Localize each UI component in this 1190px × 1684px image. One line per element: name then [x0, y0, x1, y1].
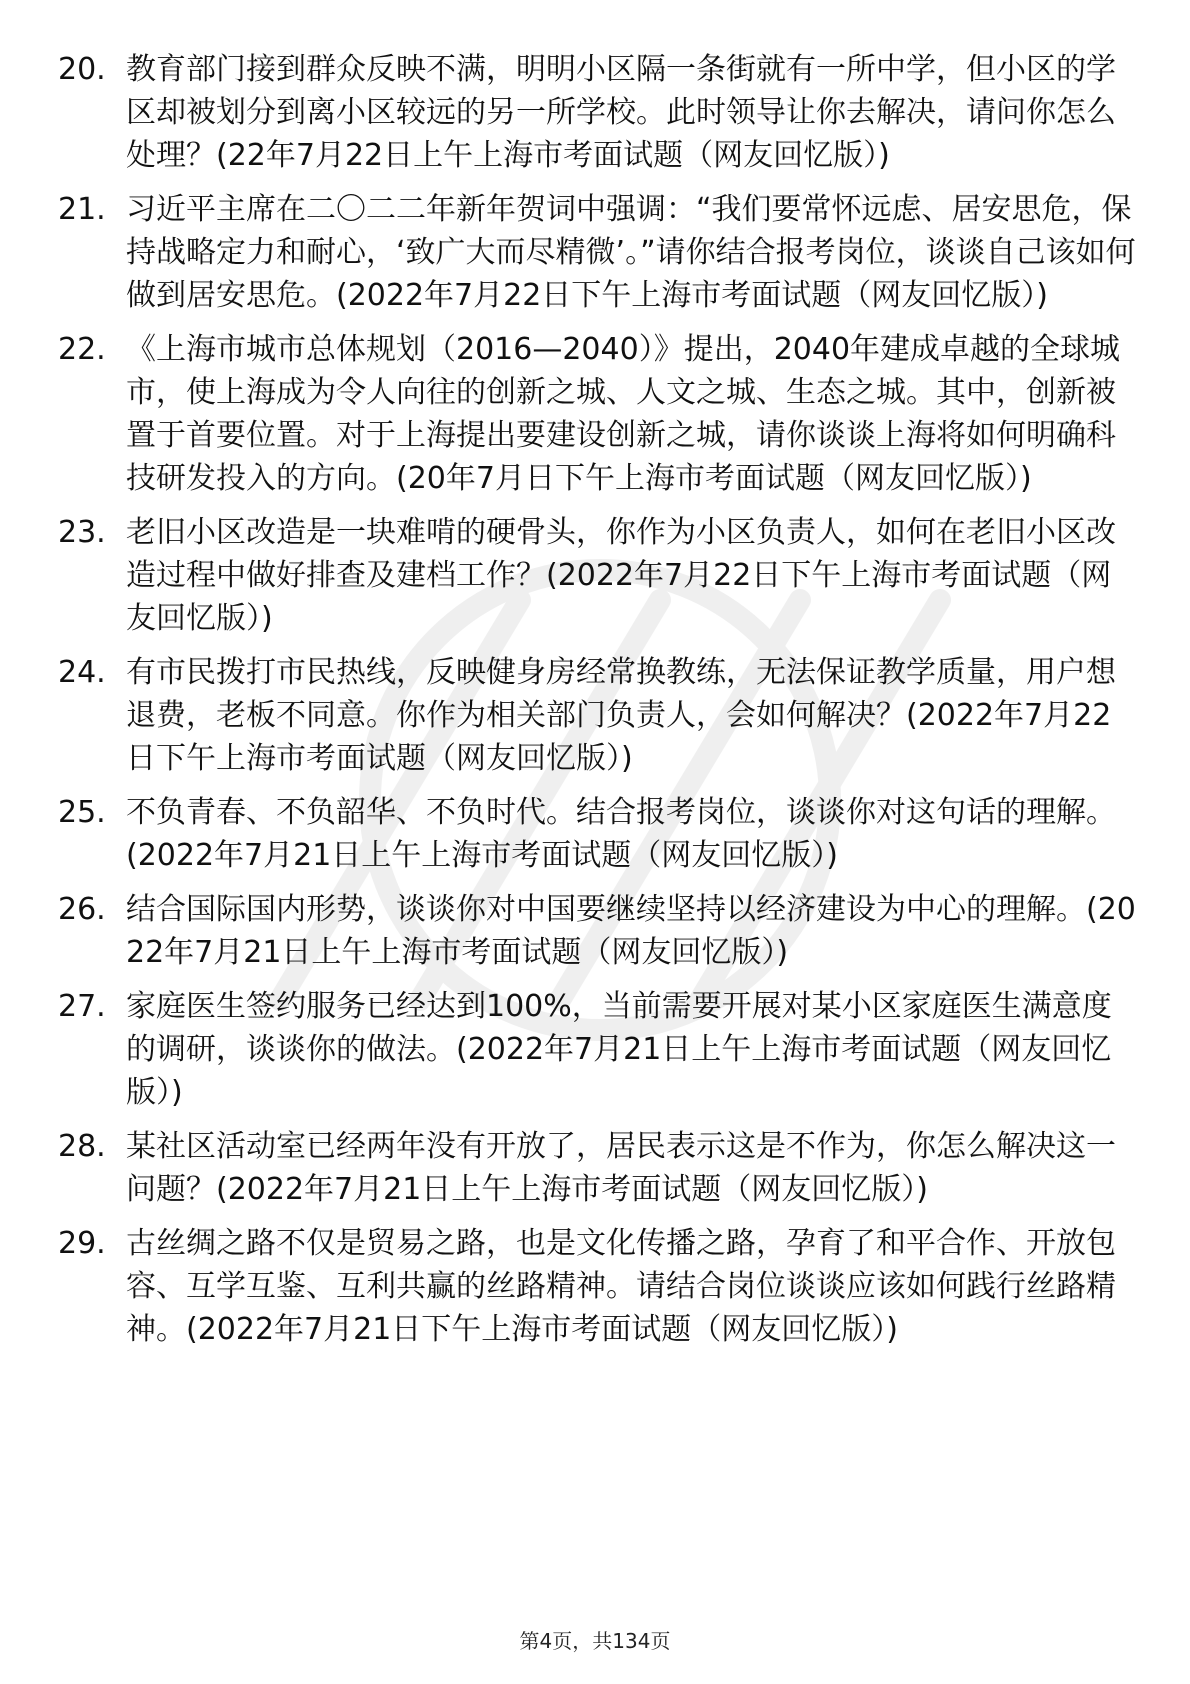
- question-item-23: [58, 511, 1138, 640]
- question-text: 古丝绸之路不仅是贸易之路，也是文化传播之路，孕育了和平合作、开放包容、互学互鉴、互利共赢的丝路精神。请结合岗位谈谈应该如何践行丝路精神。(2022年7月21日下午上海市考面试题（网友回忆版）): [126, 1226, 1116, 1347]
- question-item-28: [58, 1125, 1138, 1211]
- question-text: 老旧小区改造是一块难啃的硬骨头，你作为小区负责人，如何在老旧小区改造过程中做好排查及建档工作？(2022年7月22日下午上海市考面试题（网友回忆版）): [126, 515, 1116, 636]
- question-text: 有市民拨打市民热线，反映健身房经常换教练，无法保证教学质量，用户想退费，老板不同意。你作为相关部门负责人，会如何解决？(2022年7月22日下午上海市考面试题（网友回忆版）): [126, 655, 1116, 776]
- question-item-20: [58, 48, 1138, 177]
- question-number: 24.: [58, 655, 106, 690]
- question-number: 25.: [58, 795, 106, 830]
- question-text: 家庭医生签约服务已经达到100%，当前需要开展对某小区家庭医生满意度的调研，谈谈你的做法。(2022年7月21日上午上海市考面试题（网友回忆版）): [126, 989, 1112, 1110]
- question-list: [58, 48, 1138, 1362]
- question-number: 27.: [58, 989, 106, 1024]
- question-item-25: [58, 791, 1138, 877]
- question-item-21: [58, 188, 1138, 317]
- question-number: 28.: [58, 1129, 106, 1164]
- question-number: 22.: [58, 332, 106, 367]
- page-footer: [0, 1627, 1190, 1655]
- question-number: 21.: [58, 192, 106, 227]
- question-number: 29.: [58, 1226, 106, 1261]
- question-item-24: [58, 651, 1138, 780]
- question-item-29: [58, 1222, 1138, 1351]
- question-text: 结合国际国内形势，谈谈你对中国要继续坚持以经济建设为中心的理解。(2022年7月21日上午上海市考面试题（网友回忆版）): [126, 892, 1136, 970]
- page-number-label: 第4页，共134页: [519, 1629, 671, 1653]
- question-text: 某社区活动室已经两年没有开放了，居民表示这是不作为，你怎么解决这一问题？(2022年7月21日上午上海市考面试题（网友回忆版）): [126, 1129, 1116, 1207]
- question-number: 20.: [58, 52, 106, 87]
- question-item-26: [58, 888, 1138, 974]
- question-text: 不负青春、不负韶华、不负时代。结合报考岗位，谈谈你对这句话的理解。(2022年7月21日上午上海市考面试题（网友回忆版）): [126, 795, 1116, 873]
- question-number: 26.: [58, 892, 106, 927]
- question-number: 23.: [58, 515, 106, 550]
- question-text: 《上海市城市总体规划（2016—2040）》提出，2040年建成卓越的全球城市，使上海成为令人向往的创新之城、人文之城、生态之城。其中，创新被置于首要位置。对于上海提出要建设创新之城，请你谈谈上海将如何明确科技研发投入的方向。(20年7月日下午上海市考面试题（网友回忆版）): [126, 332, 1121, 496]
- question-text: 教育部门接到群众反映不满，明明小区隔一条街就有一所中学，但小区的学区却被划分到离小区较远的另一所学校。此时领导让你去解决，请问你怎么处理？(22年7月22日上午上海市考面试题（网友回忆版）): [126, 52, 1116, 173]
- question-item-27: [58, 985, 1138, 1114]
- question-item-22: [58, 328, 1138, 500]
- question-text: 习近平主席在二〇二二年新年贺词中强调：“我们要常怀远虑、居安思危，保持战略定力和耐心，‘致广大而尽精微’。”请你结合报考岗位，谈谈自己该如何做到居安思危。(2022年7月22日下午上海市考面试题（网友回忆版）): [126, 192, 1136, 313]
